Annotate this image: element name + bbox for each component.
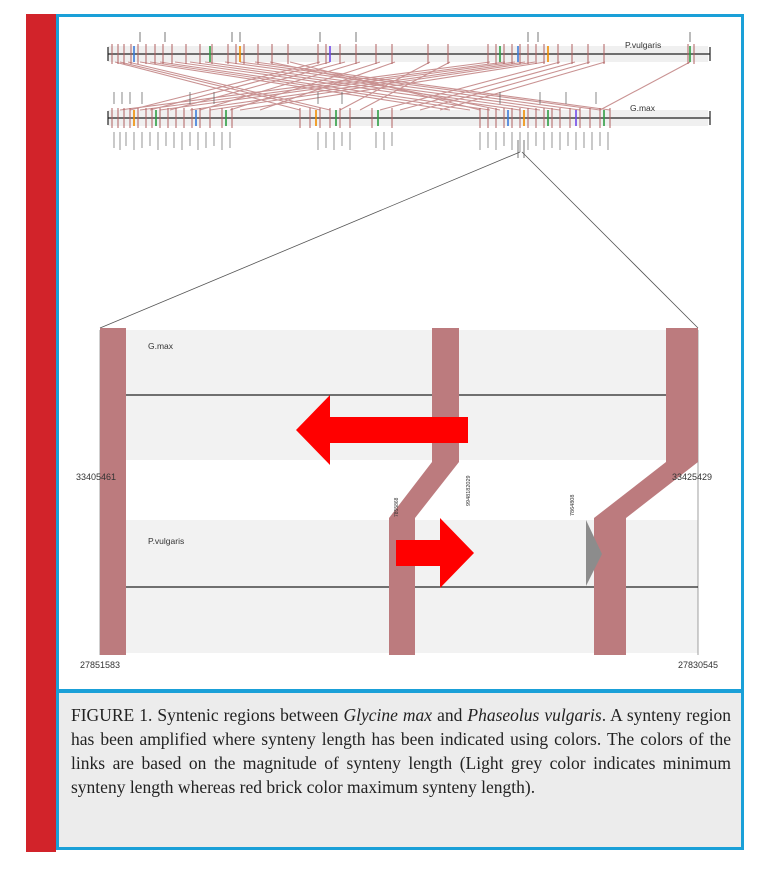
overview-lower-bottom-labels <box>114 132 608 152</box>
coord-left-top: 33405461 <box>76 472 117 482</box>
coord-left-bottom: 27851583 <box>80 660 121 670</box>
overview-synteny-links <box>115 62 690 110</box>
caption-species-2: Phaseolus vulgaris <box>467 705 602 725</box>
figure-caption <box>71 703 731 799</box>
g-max-track-label: G.max <box>148 341 174 351</box>
zoom-guide-lines <box>100 140 698 328</box>
p-vulgaris-track-label: P.vulgaris <box>148 536 185 546</box>
coord-right-bottom: 27830545 <box>678 660 719 670</box>
marker-label-2: 9948182029 <box>466 475 472 506</box>
caption-species-1: Glycine max <box>343 705 433 725</box>
caption-text-after: . A synteny region has been amplified where synteny length has been indicated using colors. The colors of the links are based on the magnitude of synteny length (Light grey color indicates minimum synteny length whereas red brick color maximum synteny length). <box>71 705 731 797</box>
overview-panel <box>108 32 710 152</box>
caption-text-mid: and <box>432 705 468 725</box>
p-vulgaris-genome-label: P.vulgaris <box>625 40 662 50</box>
coord-right-top: 33425429 <box>672 472 713 482</box>
marker-label-1: 7855868 <box>394 497 400 517</box>
zoom-panel <box>76 328 718 670</box>
g-max-genome-label: G.max <box>630 103 656 113</box>
caption-label: FIGURE 1. <box>71 705 153 725</box>
overview-upper-label-marks <box>140 32 690 42</box>
caption-box <box>56 690 744 850</box>
synteny-link-left <box>100 328 126 655</box>
caption-text-before: Syntenic regions between <box>152 705 344 725</box>
marker-label-3: 7864808 <box>570 494 576 516</box>
